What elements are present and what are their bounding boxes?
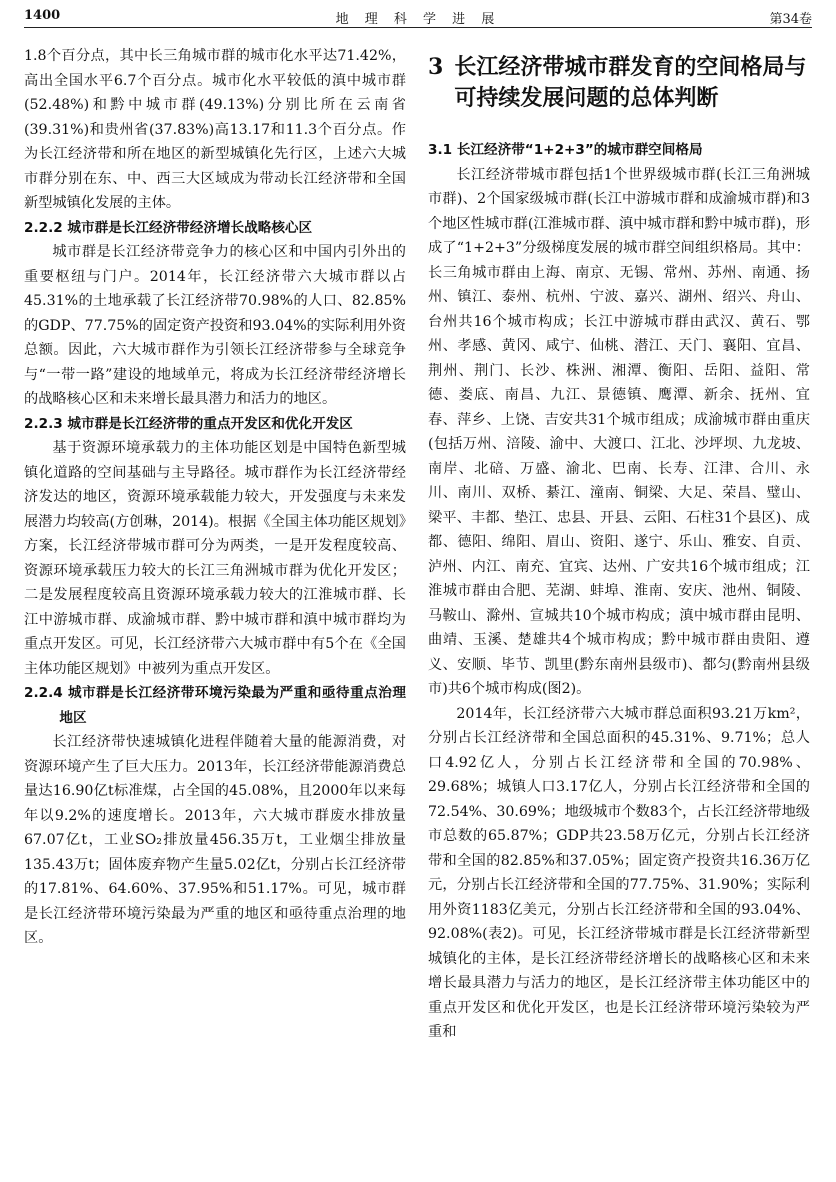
section-heading-3 (428, 52, 810, 114)
journal-name: 地 理 科 学 进 展 (335, 12, 501, 27)
subsection-heading-3-1: 3.1 长江经济带“1+2+3”的城市群空间格局 (428, 142, 703, 158)
section-number: 3 (428, 54, 444, 80)
left-column (24, 44, 406, 951)
subsection-heading-2-2-4: 2.2.4 城市群是长江经济带环境污染最为严重和亟待重点治理地区 (24, 685, 406, 726)
paragraph: 1.8个百分点，其中长三角城市群的城市化水平达71.42%，高出全国水平6.7个百分点。城市化水平较低的滇中城市群(52.48%)和黔中城市群(49.13%)分别比所在云南省(39.31%)和贵州省(37.83%)高13.17和11.3个百分点。作为长江经济带和所在地区的新型城镇化先行区，上述六大城市群分别在东、中、西三大区域成为带动长江经济带和全国新型城镇化发展的主体。 (24, 48, 406, 211)
page-number: 1400 (24, 8, 61, 23)
paragraph: 长江经济带快速城镇化进程伴随着大量的能源消费，对资源环境产生了巨大压力。2013年，长江经济带能源消费总量达16.90亿t标准煤，占全国的45.08%，且2000年以来每年以9.2%的速度增长。2013年，六大城市群废水排放量67.07亿t，工业SO₂排放量456.35万t，工业烟尘排放量135.43万t；固体废弃物产生量5.02亿t，分别占长江经济带的17.81%、64.60%、37.95%和51.17%。可见，城市群是长江经济带环境污染最为严重的地区和亟待重点治理的地区。 (24, 734, 406, 946)
paragraph: 基于资源环境承载力的主体功能区划是中国特色新型城镇化道路的空间基础与主导路径。城市群作为长江经济带经济发达的地区，资源环境承载能力较大，开发强度与未来发展潜力均较高(方创琳，2014)。根据《全国主体功能区规划》方案，长江经济带城市群可分为两类，一是开发程度较高、资源环境承载压力较大的长江三角洲城市群为优化开发区；二是发展程度较高且资源环境承载力较大的江淮城市群、长江中游城市群、成渝城市群、黔中城市群和滇中城市群均为重点开发区。可见，长江经济带六大城市群中有5个在《全国主体功能区规划》中被列为重点开发区。 (24, 440, 406, 677)
subsection-heading-2-2-2: 2.2.2 城市群是长江经济带经济增长战略核心区 (24, 219, 313, 236)
section-title: 长江经济带城市群发育的空间格局与可持续发展问题的总体判断 (454, 54, 807, 111)
header-rule (24, 27, 812, 28)
paragraph: 城市群是长江经济带竞争力的核心区和中国内引外出的重要枢纽与门户。2014年，长江经济带六大城市群以占45.31%的土地承载了长江经济带70.98%的人口、82.85%的GDP、77.75%的固定资产投资和93.04%的实际利用外资总额。因此，六大城市群作为引领长江经济带参与全球竞争与“一带一路”建设的地域单元，将成为长江经济带经济增长的战略核心区和未来增长最具潜力和活力的地区。 (24, 244, 406, 407)
subsection-heading-2-2-3: 2.2.3 城市群是长江经济带的重点开发区和优化开发区 (24, 415, 353, 432)
paragraph: 长江经济带城市群包括1个世界级城市群(长江三角洲城市群)、2个国家级城市群(长江中游城市群和成渝城市群)和3个地区性城市群(江淮城市群、滇中城市群和黔中城市群)，形成了“1+2+3”分级梯度发展的城市群空间组织格局。其中：长三角城市群由上海、南京、无锡、常州、苏州、南通、扬州、镇江、泰州、杭州、宁波、嘉兴、湖州、绍兴、舟山、台州共16个城市构成；长江中游城市群由武汉、黄石、鄂州、孝感、黄冈、咸宁、仙桃、潜江、天门、襄阳、宜昌、荆州、荆门、长沙、株洲、湘潭、衡阳、岳阳、益阳、常德、娄底、南昌、九江、景德镇、鹰潭、新余、抚州、宜春、萍乡、上饶、吉安共31个城市组成；成渝城市群由重庆(包括万州、涪陵、渝中、大渡口、江北、沙坪坝、九龙坡、南岸、北碚、万盛、渝北、巴南、长寿、江津、合川、永川、南川、双桥、綦江、潼南、铜梁、大足、荣昌、璧山、梁平、丰都、垫江、忠县、开县、云阳、石柱31个县区)、成都、德阳、绵阳、眉山、资阳、遂宁、乐山、雅安、自贡、泸州、内江、南充、宜宾、达州、广安共16个城市组成；江淮城市群由合肥、芜湖、蚌埠、淮南、安庆、池州、铜陵、马鞍山、滁州、宣城共10个城市构成；滇中城市群由昆明、曲靖、玉溪、楚雄共4个城市构成；黔中城市群由贵阳、遵义、安顺、毕节、凯里(黔东南州县级市)、都匀(黔南州县级市)共6个城市构成(图2)。 (428, 166, 810, 697)
right-column (428, 44, 810, 1045)
volume-label: 第34卷 (769, 12, 812, 27)
paragraph: 2014年，长江经济带六大城市群总面积93.21万km²，分别占长江经济带和全国总面积的45.31%、9.71%；总人口4.92亿人，分别占长江经济带和全国的70.98%、29.68%；城镇人口3.17亿人，分别占长江经济带和全国的72.54%、30.69%；地级城市个数83个，占长江经济带地级市总数的65.87%；GDP共23.58万亿元，分别占长江经济带和全国的82.85%和37.05%；固定资产投资共16.36万亿元，分别占长江经济带和全国的77.75%、31.90%；实际利用外资1183亿美元，分别占长江经济带和全国的93.04%、92.08%(表2)。可见，长江经济带城市群是长江经济带新型城镇化的主体，是长江经济带经济增长的战略核心区和未来增长最具潜力与活力的地区，是长江经济带主体功能区中的重点开发区和优化开发区，也是长江经济带环境污染较为严重和 (428, 705, 810, 1040)
